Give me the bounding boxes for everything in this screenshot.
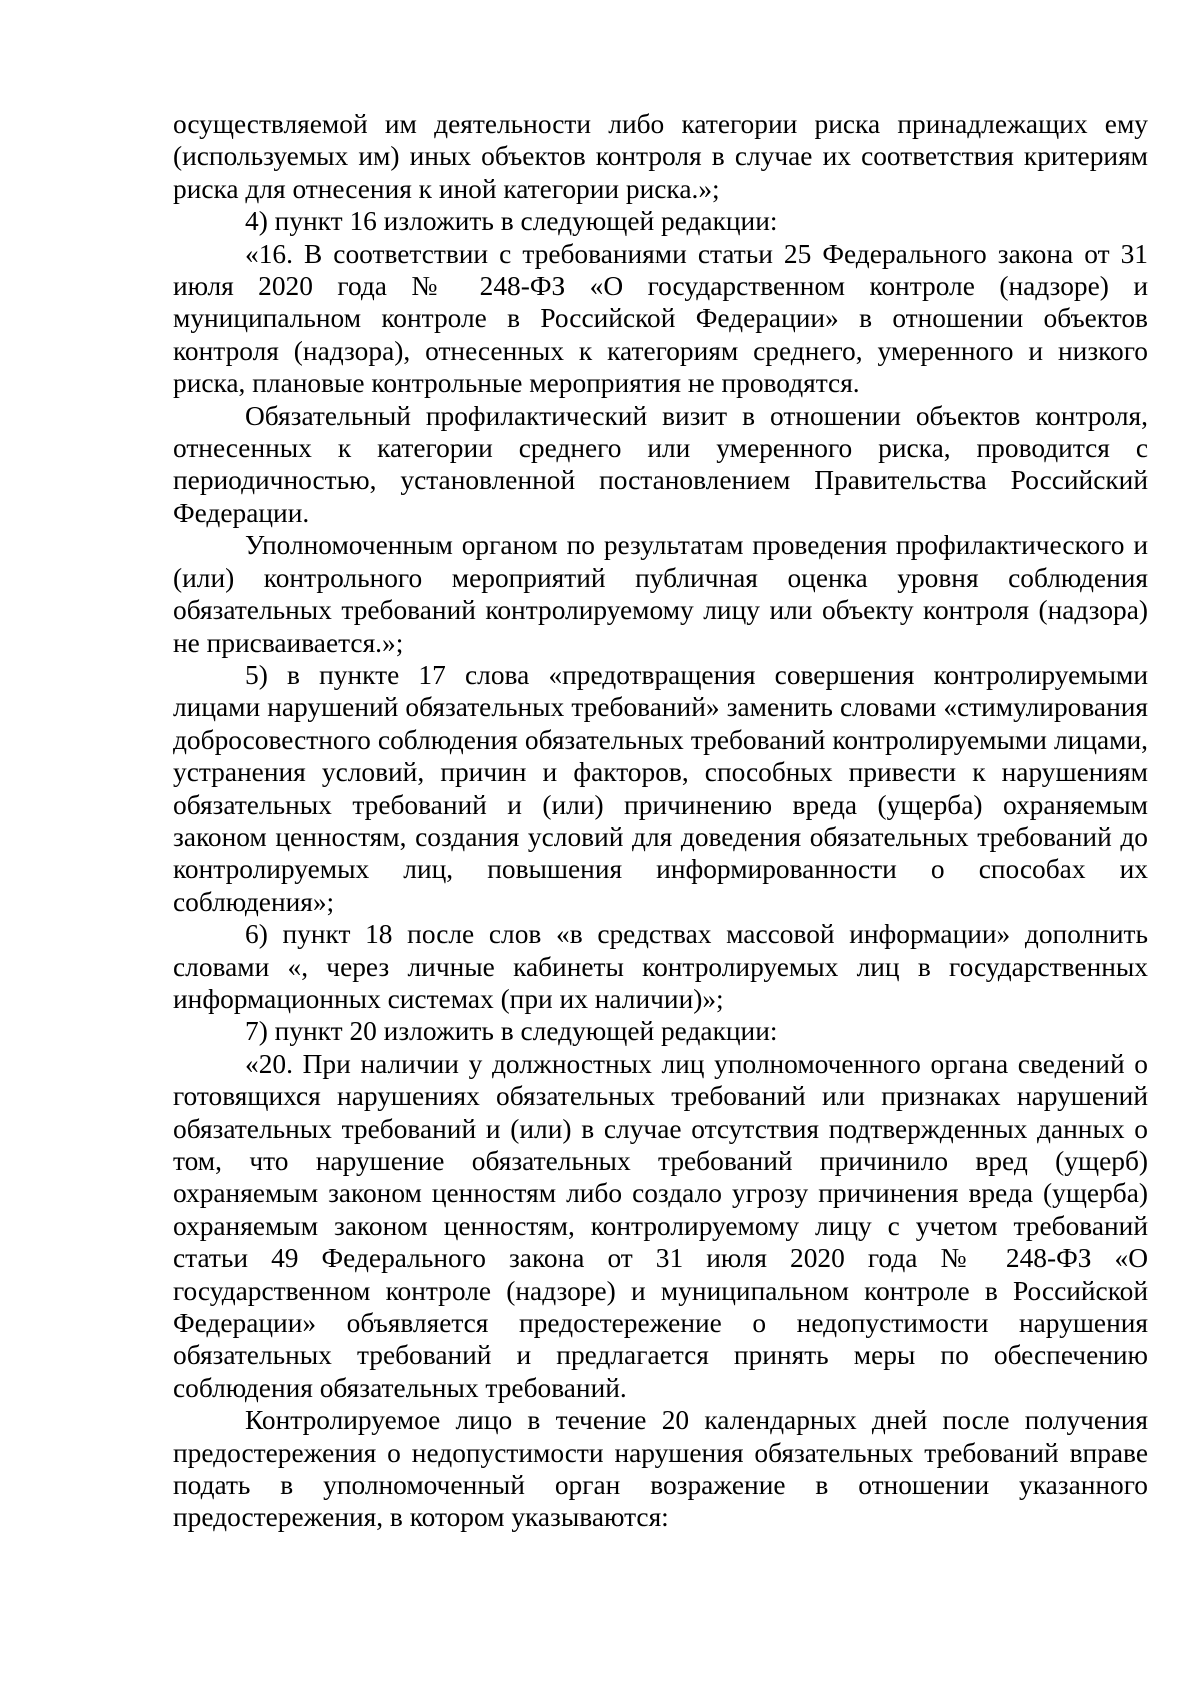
paragraph-item-7: 7) пункт 20 изложить в следующей редакции: [245, 1016, 778, 1047]
paragraph-preventive-visit: Обязательный профилактический визит в отношении объектов контроля, отнесенных к категории среднего или умеренного риска, проводится с периодичностью, установленной постановлением Правительства Российский Федерации. [173, 400, 1148, 528]
paragraph-continuation: осуществляемой им деятельности либо категории риска принадлежащих ему (используемых им) иных объектов контроля в случае их соответствия критериям риска для отнесения к иной категории риска.»; [173, 109, 1148, 204]
paragraph-item-6: 6) пункт 18 после слов «в средствах массовой информации» дополнить словами «, через личные кабинеты контролируемых лиц в государственных информационных системах (при их наличии)»; [173, 919, 1148, 1014]
document-page [173, 108, 1148, 1534]
paragraph-point-20: «20. При наличии у должностных лиц уполномоченного органа сведений о готовящихся нарушениях обязательных требований или признаках нарушений обязательных требований и (или) в случае отсутствия подтвержденных данных о том, что нарушение обязательных требований причинило вред (ущерб) охраняемым законом ценностям либо создало угрозу причинения вреда (ущерба) охраняемым законом ценностям, контролируемому лицу с учетом требований статьи 49 Федерального закона от 31 июля 2020 года № 248-ФЗ «О государственном контроле (надзоре) и муниципальном контроле в Российской Федерации» объявляется предостережение о недопустимости нарушения обязательных требований и предлагается принять меры по обеспечению соблюдения обязательных требований. [173, 1048, 1148, 1403]
paragraph-objection: Контролируемое лицо в течение 20 календарных дней после получения предостережения о недопустимости нарушения обязательных требований вправе подать в уполномоченный орган возражение в отношении указанного предостережения, в котором указываются: [173, 1405, 1148, 1533]
paragraph-item-5: 5) в пункте 17 слова «предотвращения совершения контролируемыми лицами нарушений обязательных требований» заменить словами «стимулирования добросовестного соблюдения обязательных требований контролируемыми лицами, устранения условий, причин и факторов, способных привести к нарушениям обязательных требований и (или) причинению вреда (ущерба) охраняемым законом ценностям, создания условий для доведения обязательных требований до контролируемых лиц, повышения информированности о способах их соблюдения»; [173, 659, 1148, 917]
paragraph-point-16: «16. В соответствии с требованиями статьи 25 Федерального закона от 31 июля 2020 года № 248-ФЗ «О государственном контроле (надзоре) и муниципальном контроле в Российской Федерации» в отношении объектов контроля (надзора), отнесенных к категориям среднего, умеренного и низкого риска, плановые контрольные мероприятия не проводятся. [173, 238, 1148, 399]
paragraph-public-assessment: Уполномоченным органом по результатам проведения профилактического и (или) контрольного мероприятий публичная оценка уровня соблюдения обязательных требований контролируемому лицу или объекту контроля (надзора) не присваивается.»; [173, 530, 1148, 658]
paragraph-item-4: 4) пункт 16 изложить в следующей редакции: [245, 206, 778, 237]
